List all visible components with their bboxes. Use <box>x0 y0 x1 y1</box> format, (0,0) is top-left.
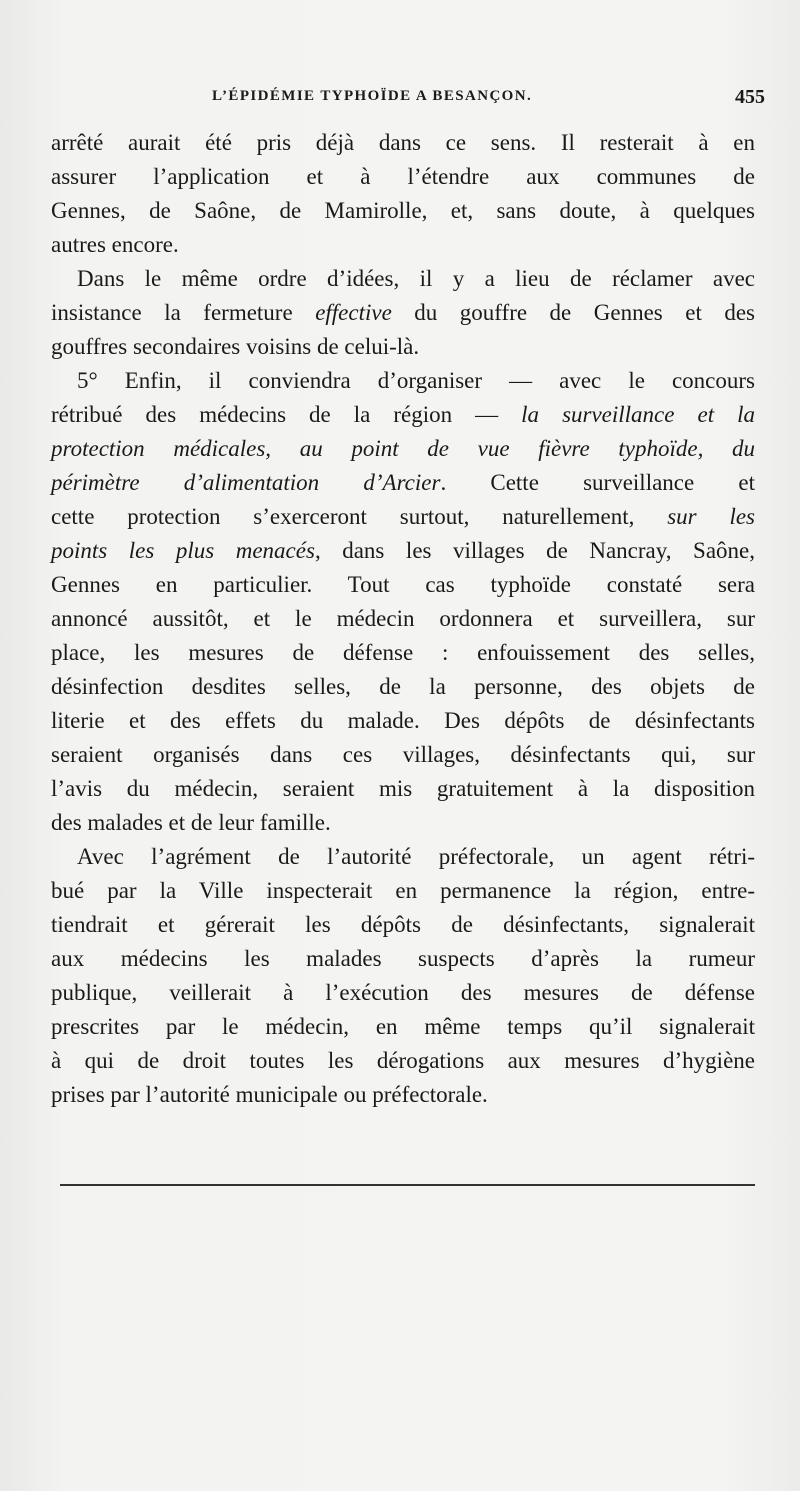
text-segment: aux médecins les malades suspects d’après la rumeur <box>51 946 755 971</box>
text-segment: 5° Enfin, il conviendra d’organiser — avec le concours <box>77 368 755 393</box>
text-segment: Dans le même ordre d’idées, il y a lieu de réclamer avec <box>77 266 755 291</box>
text-line <box>51 398 755 432</box>
text-line <box>51 534 755 568</box>
text-segment: du gouffre de Gennes et des <box>391 300 756 325</box>
text-segment: Gennes en particulier. Tout cas typhoïde constaté sera <box>51 572 755 597</box>
italic-text: protection médicales, au point de vue fièvre typhoïde, du <box>51 436 755 461</box>
text-segment: gouffres secondaires voisins de celui-là. <box>51 334 420 359</box>
text-line <box>51 1078 755 1112</box>
text-segment: place, les mesures de défense : enfouissement des selles, <box>51 640 755 665</box>
text-line <box>51 602 755 636</box>
text-segment: l’avis du médecin, seraient mis gratuitement à la disposition <box>51 776 755 801</box>
text-line <box>51 738 755 772</box>
page-header <box>212 88 772 114</box>
text-line <box>51 806 755 840</box>
text-line <box>51 840 755 874</box>
text-line <box>51 874 755 908</box>
text-line <box>51 908 755 942</box>
italic-text: périmètre d’alimentation d’Arcier <box>51 470 441 495</box>
text-segment: assurer l’application et à l’étendre aux communes de <box>51 164 755 189</box>
text-line <box>51 568 755 602</box>
italic-text: points les plus menacés <box>51 538 315 563</box>
text-segment: Avec l’agrément de l’autorité préfectorale, un agent rétri- <box>77 844 755 869</box>
text-segment: cette protection s’exerceront surtout, naturellement, <box>51 504 668 529</box>
page-number: 455 <box>735 86 765 108</box>
text-line <box>51 1044 755 1078</box>
text-line <box>51 296 755 330</box>
text-line <box>51 704 755 738</box>
text-line <box>51 160 755 194</box>
text-segment: annoncé aussitôt, et le médecin ordonnera et surveillera, sur <box>51 606 755 631</box>
text-line <box>51 364 755 398</box>
text-segment: bué par la Ville inspecterait en permanence la région, entre- <box>51 878 755 903</box>
text-line <box>51 500 755 534</box>
text-segment: literie et des effets du malade. Des dépôts de désinfectants <box>51 708 755 733</box>
text-line <box>51 330 755 364</box>
text-line <box>51 1010 755 1044</box>
text-segment: Gennes, de Saône, de Mamirolle, et, sans doute, à quelques <box>51 198 755 223</box>
text-line <box>51 194 755 228</box>
text-segment: prises par l’autorité municipale ou préfectorale. <box>51 1082 488 1107</box>
text-segment: , dans les villages de Nancray, Saône, <box>314 538 755 563</box>
text-segment: tiendrait et gérerait les dépôts de désinfectants, signalerait <box>51 912 755 937</box>
text-line <box>51 432 755 466</box>
text-line <box>51 670 755 704</box>
running-head: L’ÉPIDÉMIE TYPHOÏDE A BESANÇON. <box>212 88 533 104</box>
footnote-rule <box>60 1184 755 1186</box>
text-line <box>51 126 755 160</box>
text-segment: seraient organisés dans ces villages, désinfectants qui, sur <box>51 742 755 767</box>
text-segment: des malades et de leur famille. <box>51 810 331 835</box>
text-line <box>51 228 755 262</box>
italic-text: sur les <box>667 504 756 529</box>
text-segment: publique, veillerait à l’exécution des mesures de défense <box>51 980 755 1005</box>
text-segment: désinfection desdites selles, de la personne, des objets de <box>51 674 755 699</box>
text-line <box>51 772 755 806</box>
italic-text: la surveillance et la <box>521 402 755 427</box>
text-line <box>51 636 755 670</box>
body-text <box>51 126 755 1112</box>
italic-text: effective <box>315 300 392 325</box>
text-segment: . Cette surveillance et <box>440 470 755 495</box>
text-line <box>51 942 755 976</box>
text-line <box>51 976 755 1010</box>
text-segment: autres encore. <box>51 232 179 257</box>
text-segment: insistance la fermeture <box>51 300 316 325</box>
text-segment: à qui de droit toutes les dérogations aux mesures d’hygiène <box>51 1048 755 1073</box>
text-line <box>51 262 755 296</box>
text-line <box>51 466 755 500</box>
text-segment: arrêté aurait été pris déjà dans ce sens. Il resterait à en <box>51 130 755 155</box>
text-segment: prescrites par le médecin, en même temps qu’il signalerait <box>51 1014 755 1039</box>
text-segment: rétribué des médecins de la région — <box>51 402 522 427</box>
